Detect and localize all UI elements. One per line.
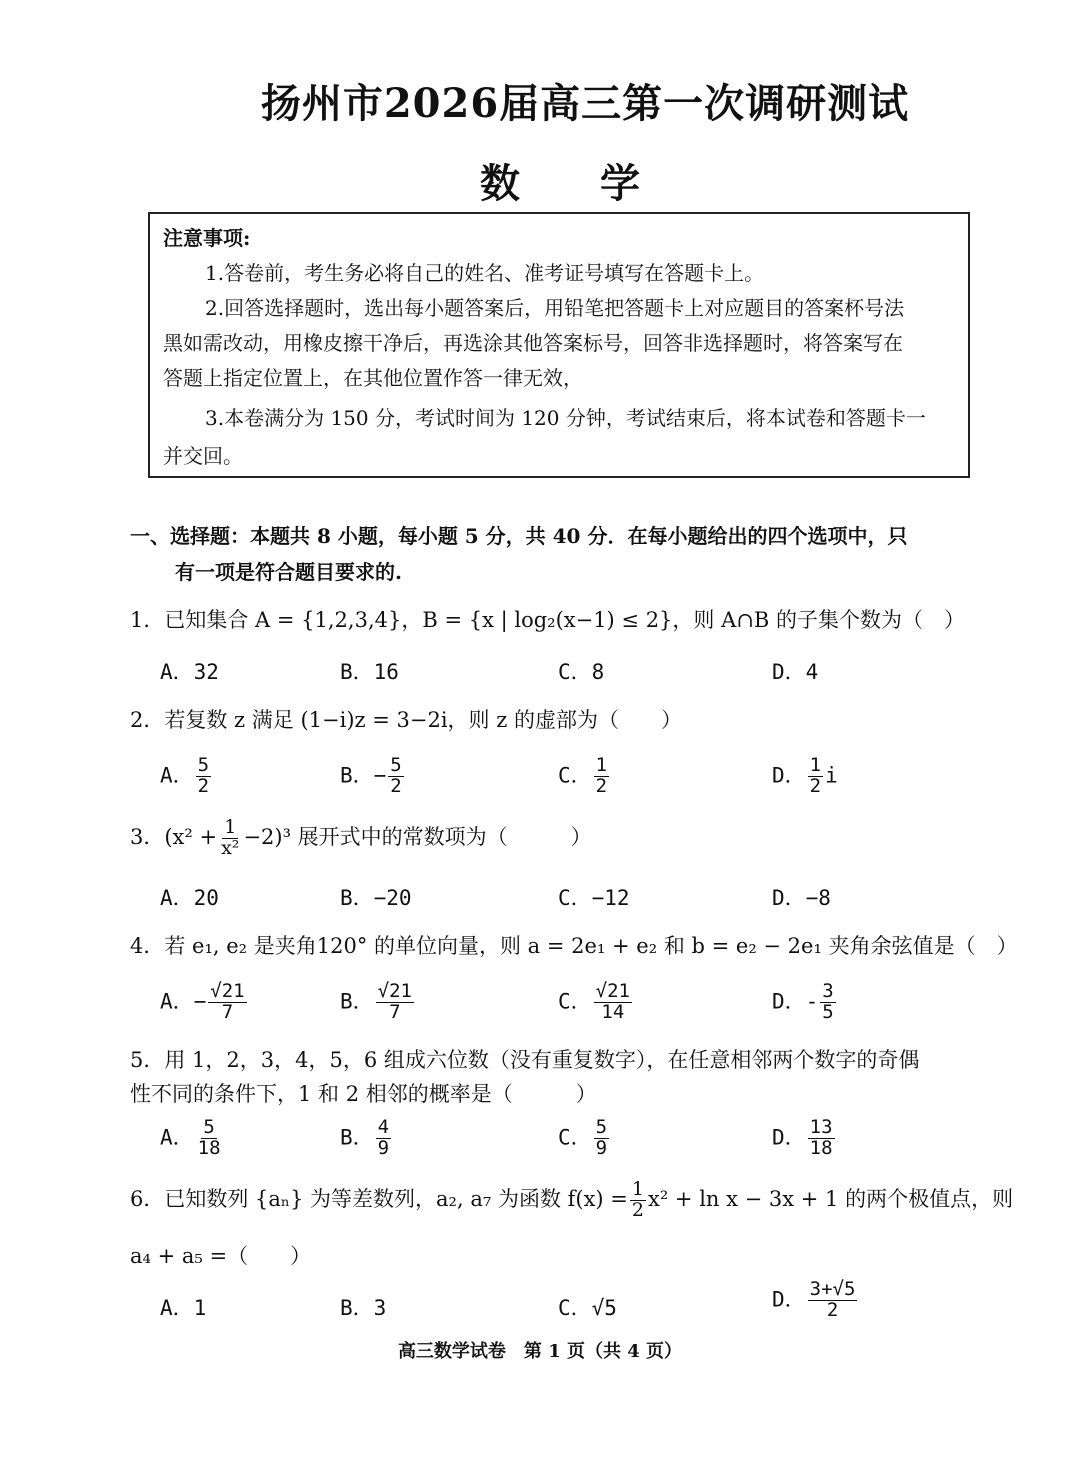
section-1-heading-line-2: 有一项是符合题目要求的. [175,560,402,584]
question-1-option-d: D．4 [772,660,819,684]
question-1-option-a: A．32 [160,660,219,684]
question-3-option-c: C．−12 [558,886,630,910]
question-5-stem-line-1: 5．用 1，2，3，4，5，6 组成六位数（没有重复数字），在任意相邻两个数字的奇偶 [130,1048,920,1072]
question-1-option-b: B．16 [340,660,399,684]
question-6-option-c: C．√5 [558,1296,617,1320]
question-3-option-b: B．−20 [340,886,412,910]
question-5-option-d: D． $\frac{13}{18}$ [772,1116,833,1159]
notice-item-3-line-1: 3.本卷满分为 150 分，考试时间为 120 分钟，考试结束后，将本试卷和答题卡一 [205,406,926,430]
question-6-stem-line-2: a₄ + a₅ =（ ） [130,1244,312,1268]
question-6-option-a: A．1 [160,1296,207,1320]
question-3-stem: 3．(x² + $\frac{1}{\text{x²}}$ −2)³ 展开式中的常数项为（ ） [130,816,592,859]
question-1-stem: 1．已知集合 A = {1,2,3,4}，B = {x | log₂(x−1) ≤ 2}，则 A∩B 的子集个数为（ ） [130,608,965,632]
question-5-option-b: B． $\frac{4}{9}$ [340,1116,390,1159]
notice-item-2-line-1: 2.回答选择题时，选出每小题答案后，用铅笔把答题卡上对应题目的答案杯号法 [205,296,905,320]
question-4-option-b: B． $\frac{√21}{7}$ [340,980,412,1023]
question-3-option-d: D．−8 [772,886,831,910]
question-5-option-c: C． $\frac{5}{9}$ [558,1116,608,1159]
notice-item-1: 1.答卷前，考生务必将自己的姓名、准考证号填写在答题卡上。 [205,261,765,285]
page-title: 扬州市2026届高三第一次调研测试 [260,80,910,127]
question-2-option-a: A． $\frac{5}{2}$ [160,754,210,797]
question-2-stem: 2．若复数 z 满足 (1−i)z = 3−2i，则 z 的虚部为（ ） [130,708,682,732]
notice-heading: 注意事项: [163,226,251,250]
question-6-option-d: D． $\frac{3+√5}{2}$ [772,1278,856,1321]
notice-item-3-line-2: 并交回。 [163,444,243,468]
question-4-option-a: A．− $\frac{√21}{7}$ [160,980,245,1023]
question-1-option-c: C．8 [558,660,605,684]
question-4-option-d: D．- $\frac{3}{5}$ [772,980,834,1023]
section-1-heading-line-1: 一、选择题：本题共 8 小题，每小题 5 分，共 40 分．在每小题给出的四个选项中，只 [130,524,908,548]
page-footer: 高三数学试卷 第 1 页（共 4 页） [397,1341,683,1362]
question-2-option-b: B．− $\frac{5}{2}$ [340,754,402,797]
question-4-stem: 4．若 e₁, e₂ 是夹角120° 的单位向量，则 a = 2e₁ + e₂ 和 b = e₂ − 2e₁ 夹角余弦值是（ ） [130,934,1018,958]
question-5-option-a: A． $\frac{5}{18}$ [160,1116,221,1159]
question-6-option-b: B．3 [340,1296,387,1320]
question-2-option-c: C． $\frac{1}{2}$ [558,754,608,797]
question-3-option-a: A．20 [160,886,219,910]
subject-title: 数 学 [480,160,640,207]
notice-item-2-line-2: 黑如需改动，用橡皮擦干净后，再选涂其他答案标号，回答非选择题时，将答案写在 [163,331,903,355]
question-6-stem-line-1: 6．已知数列 {aₙ} 为等差数列，a₂, a₇ 为函数 f(x) = $\frac{1}{2}$ x² + ln x − 3x + 1 的两个极值点，则 [130,1178,1014,1221]
notice-item-2-line-3: 答题上指定位置上，在其他位置作答一律无效， [163,366,583,390]
question-4-option-c: C． $\frac{√21}{14}$ [558,980,630,1023]
question-2-option-d: D． $\frac{1}{2}$ i [772,754,838,797]
question-5-stem-line-2: 性不同的条件下，1 和 2 相邻的概率是（ ） [130,1082,597,1106]
